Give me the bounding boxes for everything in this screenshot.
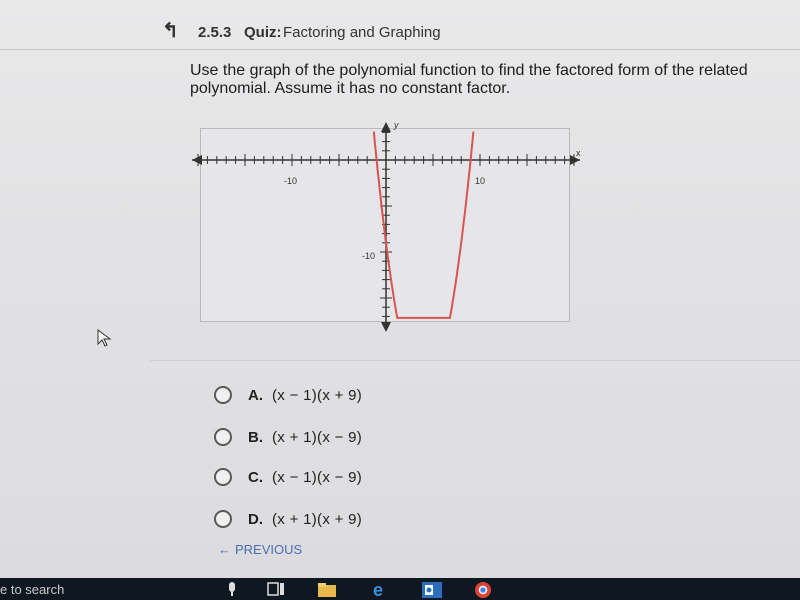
y-axis-label: y: [394, 120, 399, 130]
radio-d[interactable]: [214, 510, 232, 528]
radio-c[interactable]: [214, 468, 232, 486]
x-tick-label-10: 10: [475, 176, 486, 186]
quiz-number: 2.5.3: [198, 24, 232, 41]
choice-letter: D.: [248, 511, 263, 528]
choice-a[interactable]: [214, 384, 454, 406]
choice-letter: B.: [248, 429, 263, 446]
svg-text:e: e: [373, 580, 384, 598]
choice-c[interactable]: [214, 466, 454, 488]
y-axis-up-arrow: [381, 122, 391, 132]
choice-text: (x + 1)(x + 9): [272, 511, 363, 528]
back-arrow-icon[interactable]: ↰: [162, 20, 179, 42]
edge-browser-icon[interactable]: [370, 580, 392, 598]
task-view-icon[interactable]: [266, 580, 286, 598]
quiz-title: Factoring and Graphing: [283, 24, 441, 41]
y-axis-down-arrow: [381, 322, 391, 332]
quiz-header: [0, 16, 800, 50]
x-tick-label-neg10: -10: [284, 176, 298, 186]
microphone-icon[interactable]: [226, 580, 238, 598]
choice-text: (x + 1)(x − 9): [272, 429, 363, 446]
y-tick-label-neg10: -10: [362, 251, 376, 261]
x-axis-label: x: [576, 148, 581, 158]
radio-a[interactable]: [214, 386, 232, 404]
choice-text: (x − 1)(x + 9): [272, 387, 363, 404]
choice-letter: A.: [248, 387, 263, 404]
quiz-label: Quiz:: [244, 24, 282, 41]
left-arrow-icon: ←: [218, 542, 231, 557]
choice-b[interactable]: [214, 426, 454, 448]
choice-text: (x − 1)(x − 9): [272, 469, 363, 486]
x-axis-left-arrow: [192, 155, 202, 165]
taskbar-search-box[interactable]: e to search: [0, 582, 65, 597]
outlook-icon[interactable]: [420, 580, 444, 598]
mouse-cursor-icon: [96, 328, 114, 348]
section-divider: [150, 360, 800, 361]
taskbar: [0, 578, 800, 600]
question-text: Use the graph of the polynomial function to find the factored form of the related polynomial. Assume it has no constant factor.: [190, 62, 748, 97]
radio-b[interactable]: [214, 428, 232, 446]
choice-letter: C.: [248, 469, 263, 486]
previous-label: PREVIOUS: [235, 542, 303, 557]
previous-button[interactable]: [218, 542, 302, 557]
choice-d[interactable]: [214, 508, 454, 530]
polynomial-graph: [186, 118, 586, 338]
chrome-icon[interactable]: [472, 580, 494, 598]
file-explorer-icon[interactable]: [316, 580, 338, 598]
